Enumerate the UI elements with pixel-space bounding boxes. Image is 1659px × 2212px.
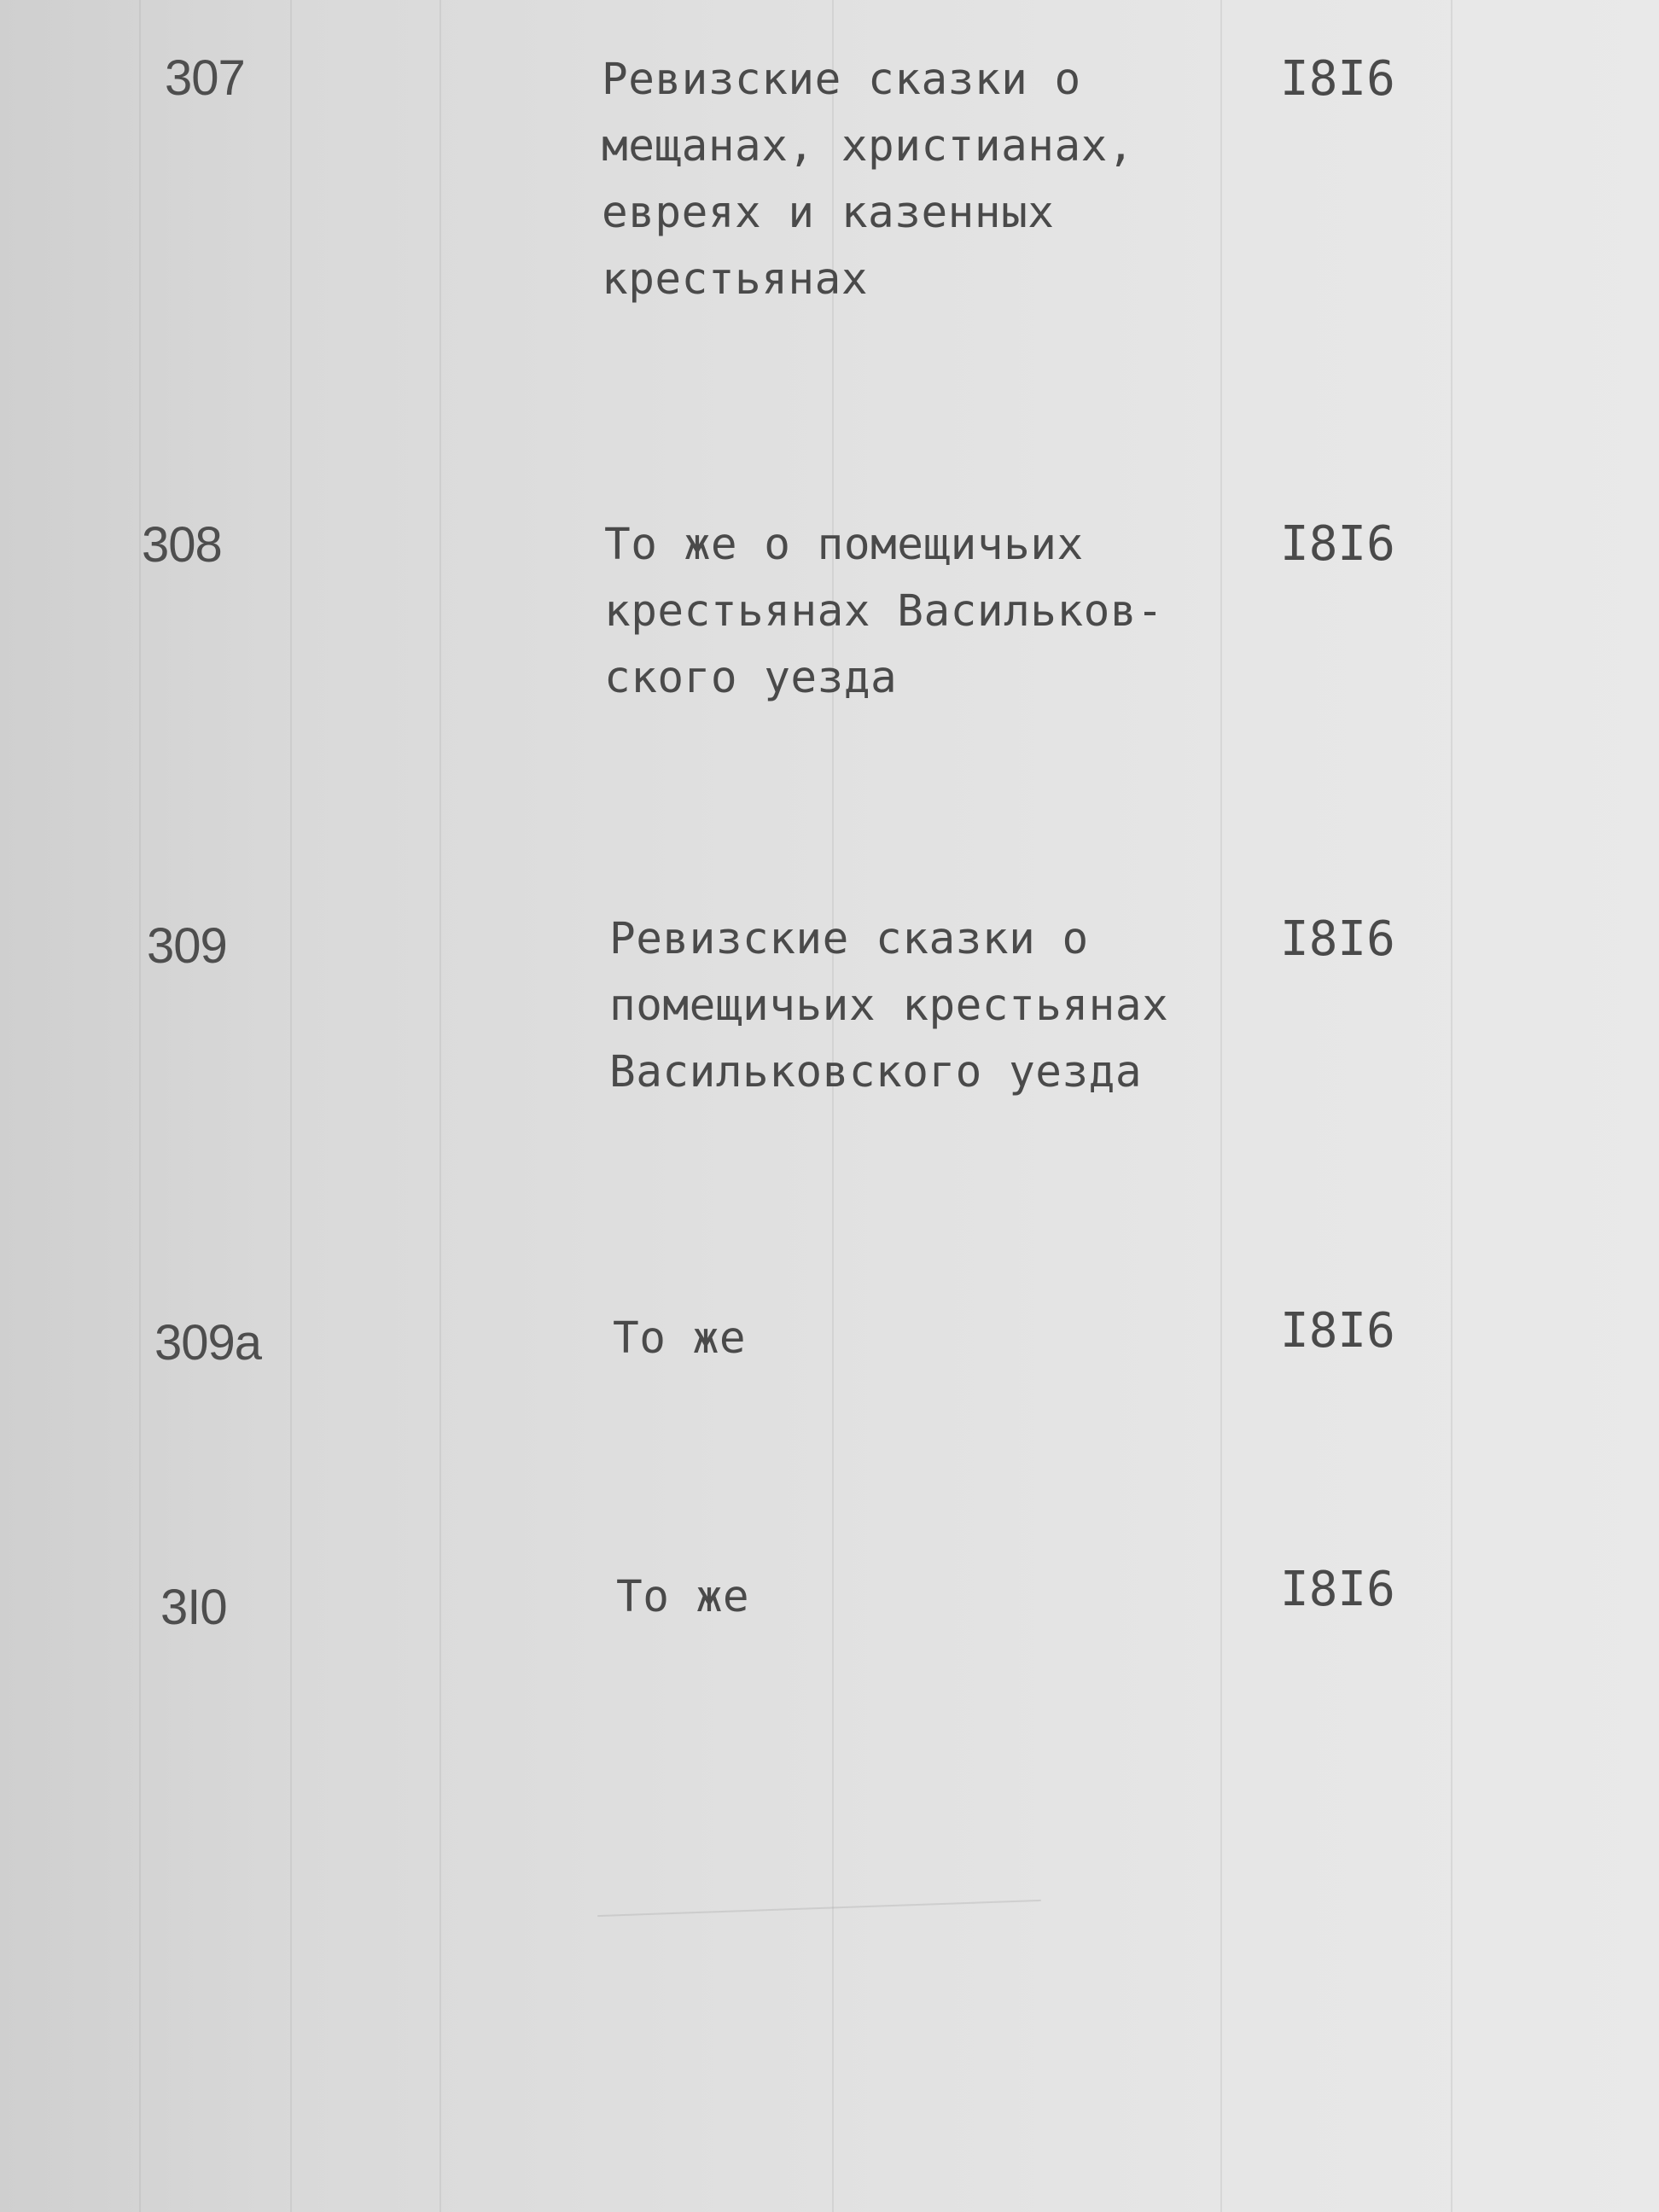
entry-year: I8I6 <box>1280 516 1395 572</box>
entry-description: То же <box>616 1572 750 1622</box>
column-ruling <box>1220 0 1222 2212</box>
column-ruling <box>1451 0 1452 2212</box>
entry-description: То же <box>613 1313 747 1364</box>
entry-number: 309а <box>154 1315 262 1371</box>
column-ruling <box>290 0 292 2212</box>
entry-number: 308 <box>142 517 222 573</box>
entry-description: Ревизские сказки о помещичьих крестьянах Васильковского уезда <box>609 914 1169 1097</box>
column-ruling <box>832 0 834 2212</box>
entry-description: Ревизские сказки о мещанах, христианах, евреях и казенных крестьянах <box>602 55 1135 305</box>
entry-number: 3I0 <box>160 1580 227 1635</box>
column-ruling <box>439 0 441 2212</box>
entry-year: I8I6 <box>1280 51 1395 107</box>
entry-year: I8I6 <box>1280 1562 1395 1617</box>
entry-number: 307 <box>165 50 245 106</box>
entry-year: I8I6 <box>1280 1303 1395 1359</box>
entry-number: 309 <box>147 918 227 974</box>
column-ruling <box>139 0 141 2212</box>
entry-description: То же о помещичьих крестьянах Васильков- ского уезда <box>604 520 1164 703</box>
paper-crease <box>597 1900 1041 1917</box>
entry-year: I8I6 <box>1280 911 1395 967</box>
